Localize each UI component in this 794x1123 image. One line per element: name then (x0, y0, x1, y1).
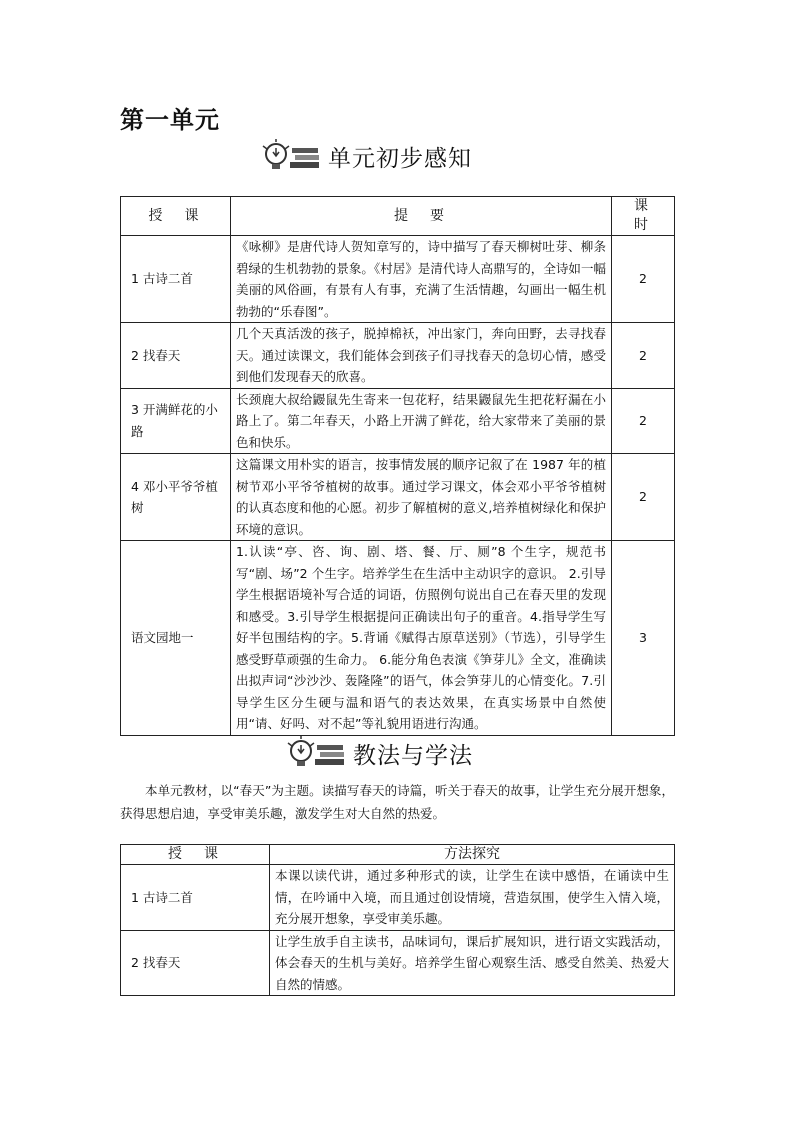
lesson-name: 4 邓小平爷爷植树 (121, 454, 231, 541)
table-row (121, 541, 675, 736)
lesson-hours: 2 (612, 388, 675, 454)
lesson-method: 本课以读代讲，通过多种形式的读，让学生在读中感悟，在诵读中生情，在吟诵中入境，而且通过创设情境，营造氛围，使学生入情入境，充分展开想象，享受审美乐趣。 (270, 865, 675, 931)
lesson-name: 语文园地一 (121, 541, 231, 736)
lesson-summary-table (120, 196, 675, 736)
table-row (121, 454, 675, 541)
lesson-summary: 几个天真活泼的孩子，脱掉棉袄，冲出家门，奔向田野，去寻找春天。通过读课文，我们能体会到孩子们寻找春天的急切心情，感受到他们发现春天的欣喜。 (231, 323, 612, 389)
table-row (121, 865, 675, 931)
table-row (121, 930, 675, 996)
header-lesson: 授 课 (121, 197, 231, 236)
lesson-summary: 《咏柳》是唐代诗人贺知章写的，诗中描写了春天柳树吐芽、柳条碧绿的生机勃勃的景象。《村居》是清代诗人高鼎写的，全诗如一幅美丽的风俗画，有景有人有事，充满了生活情趣，勾画出一幅生机勃勃的“乐春图”。 (231, 236, 612, 323)
table-row (121, 236, 675, 323)
header-method: 方法探究 (270, 845, 675, 865)
header-summary: 提 要 (231, 197, 612, 236)
lesson-name: 1 古诗二首 (121, 865, 270, 931)
lesson-name: 2 找春天 (121, 323, 231, 389)
lesson-name: 2 找春天 (121, 930, 270, 996)
header-hours: 课 时 (612, 197, 675, 236)
lesson-hours: 3 (612, 541, 675, 736)
section-title: 单元初步感知 (328, 145, 472, 172)
intro-paragraph: 本单元教材，以“春天”为主题。读描写春天的诗篇，听关于春天的故事，让学生充分展开想象，获得思想启迪，享受审美乐趣，激发学生对大自然的热爱。 (120, 783, 674, 821)
lesson-summary: 1.认读“亭、咨、询、剧、塔、餐、厅、厕”8 个生字，规范书写“剧、场”2 个生字。培养学生在生活中主动识字的意识。 2.引导学生根据语境补写合适的词语，仿照例句说出自己在春天里的发现和感受。3.引导学生根据提问正确读出句子的重音。4.指导学生写好半包围结构的字。5.背诵《赋得古原草送别》（节选），引导学生感受野草顽强的生命力。 6.能分角色表演《笋芽儿》全文，准确读出拟声词“沙沙沙、轰隆隆”的语气，体会笋芽儿的心情变化。7.引导学生区分生硬与温和语气的表达效果，在真实场景中自然使用“请、好吗、对不起”等礼貌用语进行沟通。 (231, 541, 612, 736)
table-row (121, 323, 675, 389)
lesson-hours: 2 (612, 454, 675, 541)
lightbulb-books-icon (285, 735, 347, 771)
lesson-name: 3 开满鲜花的小路 (121, 388, 231, 454)
lightbulb-books-icon (260, 138, 322, 174)
table-header-row (121, 197, 675, 236)
header-lesson: 授 课 (121, 845, 270, 865)
section-title: 教法与学法 (353, 742, 473, 769)
table-header-row (121, 845, 675, 865)
section-heading-unit-overview (260, 136, 472, 176)
table-row (121, 388, 675, 454)
teaching-method-table (120, 844, 675, 996)
lesson-hours: 2 (612, 323, 675, 389)
section-heading-methods (285, 733, 473, 773)
lesson-summary: 长颈鹿大叔给鼹鼠先生寄来一包花籽，结果鼹鼠先生把花籽漏在小路上了。第二年春天，小路上开满了鲜花，给大家带来了美丽的景色和快乐。 (231, 388, 612, 454)
lesson-hours: 2 (612, 236, 675, 323)
lesson-summary: 这篇课文用朴实的语言，按事情发展的顺序记叙了在 1987 年的植树节邓小平爷爷植树的故事。通过学习课文，体会邓小平爷爷植树的认真态度和他的心愿。初步了解植树的意义,培养植树绿化和保护环境的意识。 (231, 454, 612, 541)
lesson-name: 1 古诗二首 (121, 236, 231, 323)
unit-title: 第一单元 (120, 106, 220, 134)
lesson-method: 让学生放手自主读书，品味词句，课后扩展知识，进行语文实践活动，体会春天的生机与美好。培养学生留心观察生活、感受自然美、热爱大自然的情感。 (270, 930, 675, 996)
